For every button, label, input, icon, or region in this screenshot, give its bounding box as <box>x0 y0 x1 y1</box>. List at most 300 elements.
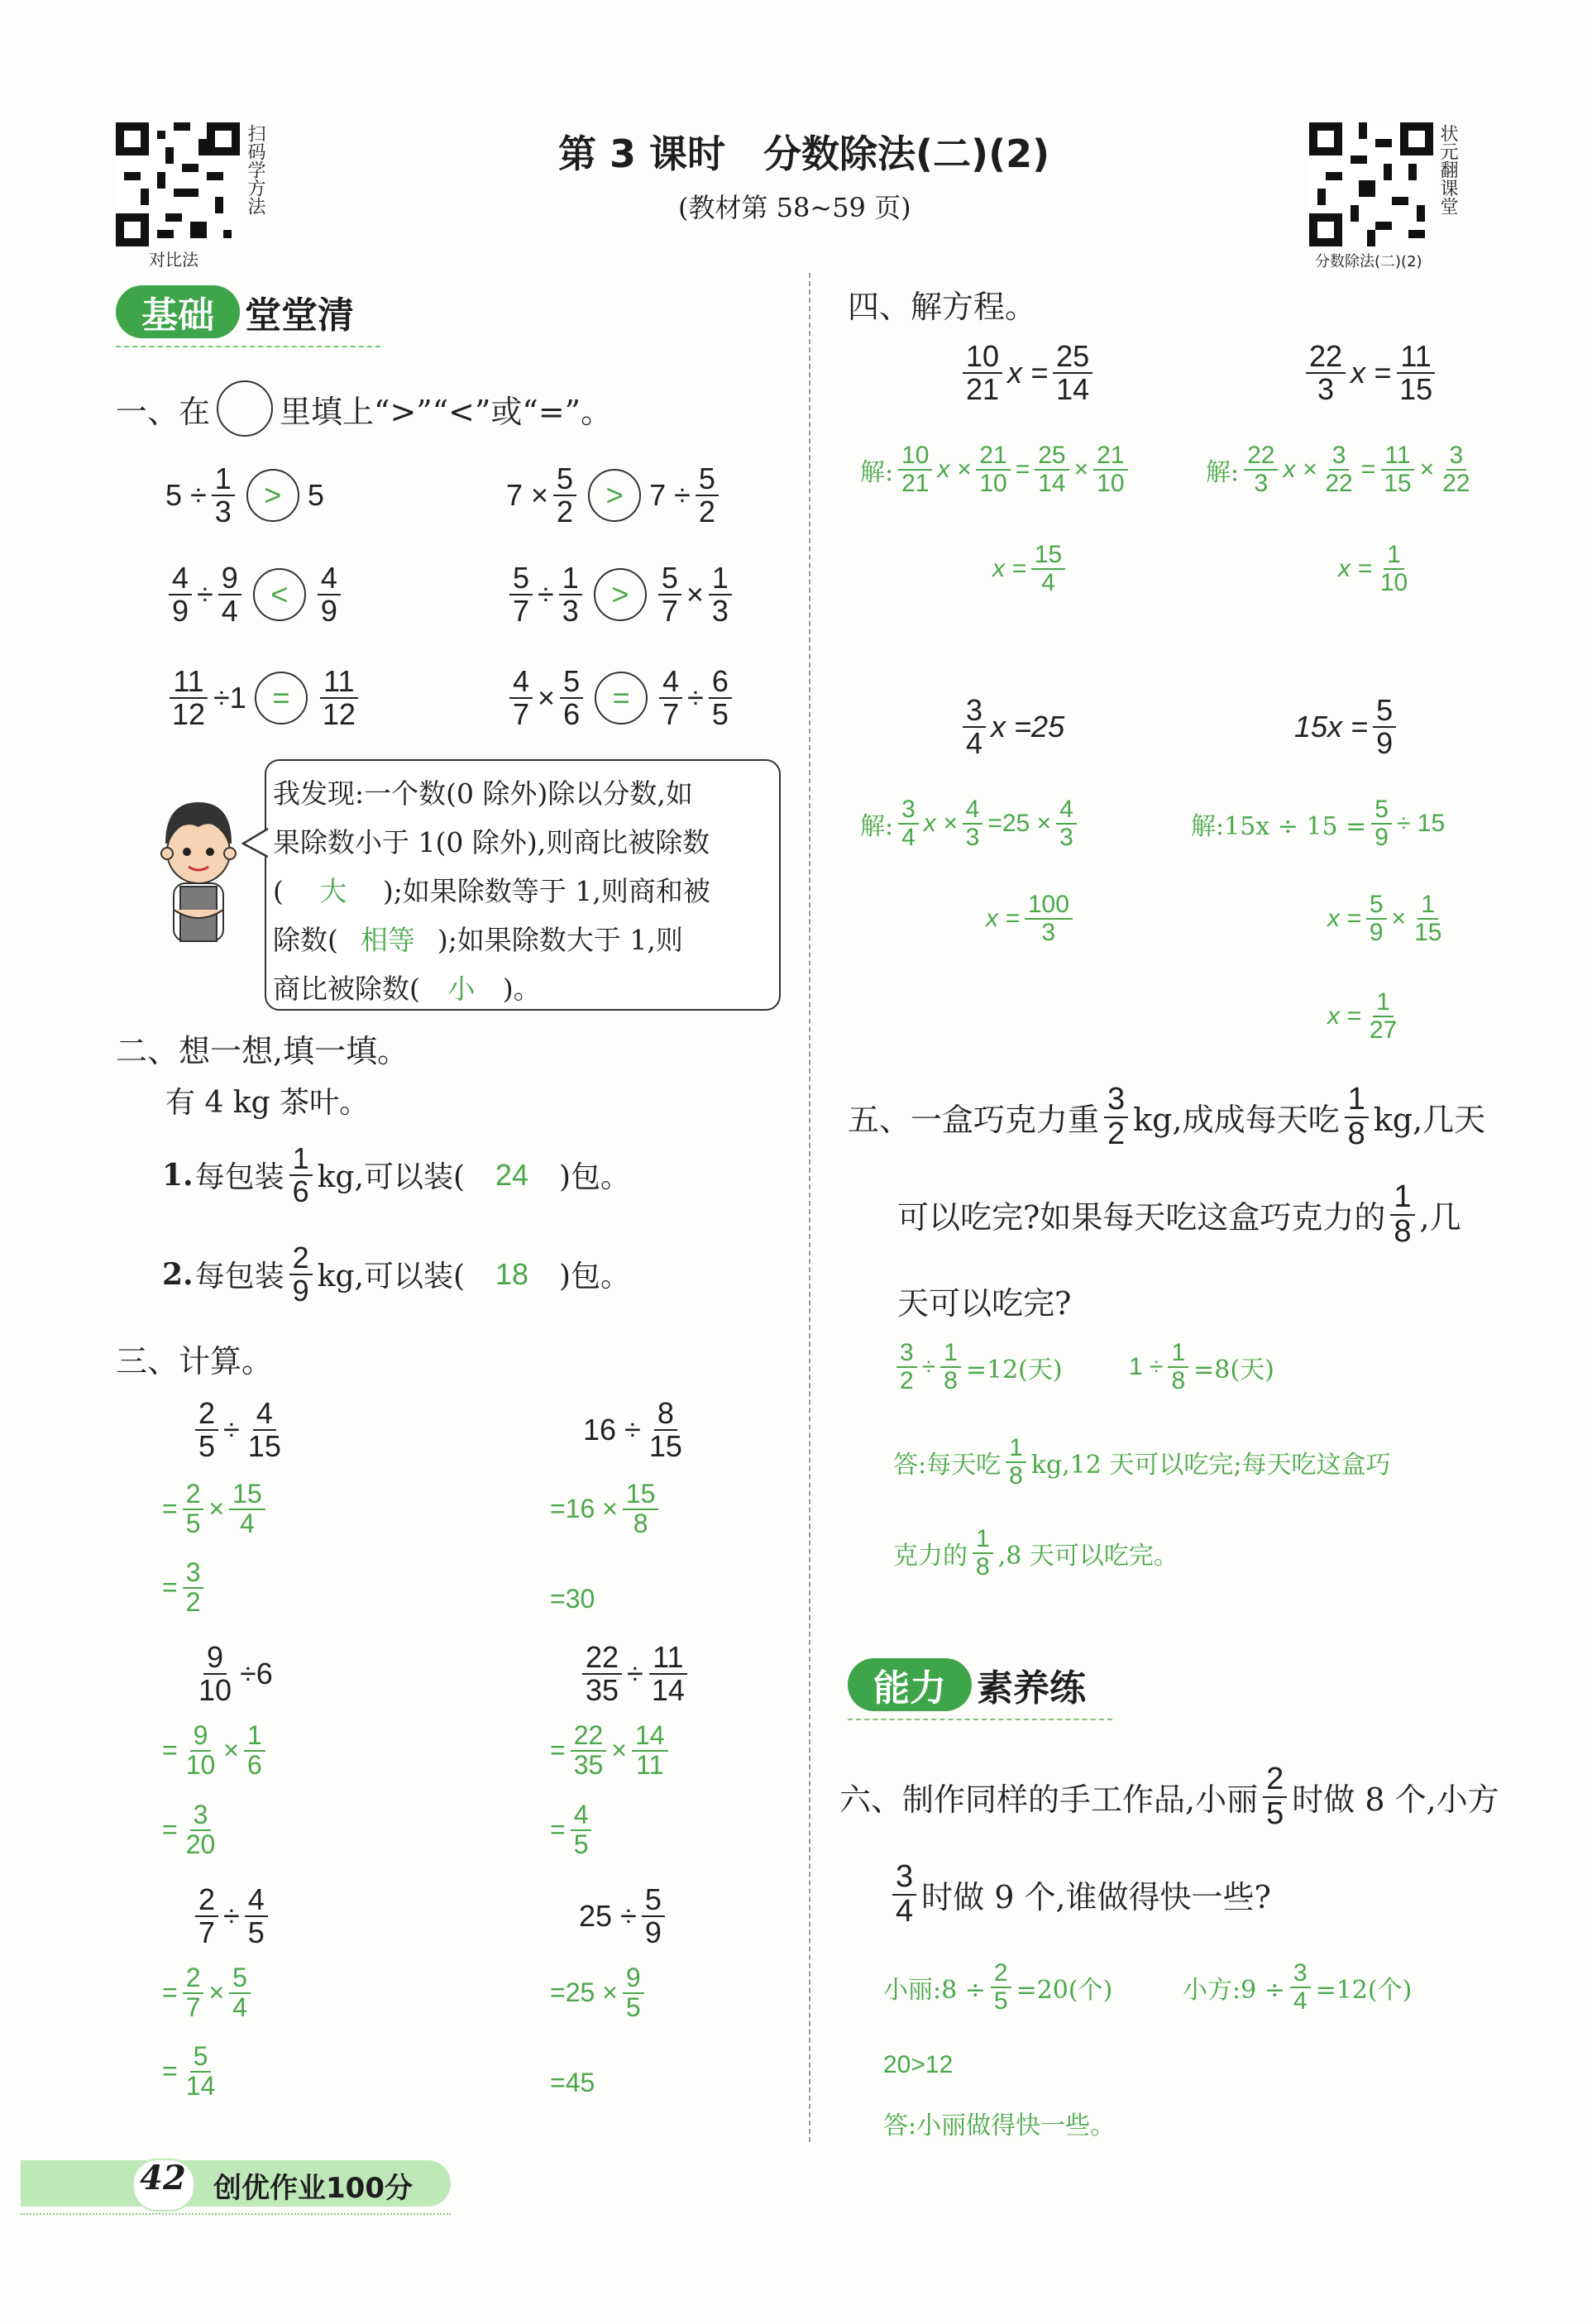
fill-answer[interactable]: 24 <box>495 1157 529 1192</box>
calc-5-problem <box>192 1884 271 1949</box>
denominator: 7 <box>198 1915 216 1949</box>
numerator: 2 <box>183 1480 204 1510</box>
operator: × <box>611 1735 627 1766</box>
expr-text: =16 × <box>550 1494 618 1524</box>
text: ,8 天可以吃完。 <box>997 1541 1178 1571</box>
numerator: 4 <box>169 562 192 595</box>
section-badge-basic <box>116 285 354 338</box>
numerator: 5 <box>696 463 719 496</box>
denominator: 5 <box>625 1992 641 2022</box>
calc-1-step-1 <box>162 1480 269 1537</box>
denominator: 2 <box>185 1586 201 1617</box>
numerator: 5 <box>1366 892 1387 920</box>
equals: = <box>162 1494 178 1524</box>
numerator: 1 <box>1345 1083 1369 1118</box>
numerator: 3 <box>896 1340 917 1368</box>
denominator: 22 <box>1325 469 1353 497</box>
answer-symbol: = <box>612 680 630 715</box>
equals: = <box>162 1735 178 1766</box>
numerator: 3 <box>963 695 986 728</box>
qr-code-right[interactable] <box>1309 122 1433 246</box>
numerator: 1 <box>973 1526 993 1554</box>
denominator: 22 <box>1442 469 1470 497</box>
numerator: 5 <box>642 1884 665 1917</box>
answer-circle[interactable] <box>588 469 641 522</box>
denominator: 12 <box>172 696 206 731</box>
discovery-line-5 <box>273 968 541 1007</box>
numerator: 11 <box>320 666 357 699</box>
denominator: 12 <box>322 696 356 731</box>
numerator: 11 <box>1397 341 1434 374</box>
answer-circle[interactable] <box>255 672 308 724</box>
numerator: 1 <box>1168 1340 1188 1368</box>
calc-6-step-2: =45 <box>550 2068 595 2097</box>
numerator: 4 <box>245 1884 268 1917</box>
numerator: 4 <box>509 666 533 699</box>
operator: ÷ <box>197 576 213 611</box>
operator: × <box>1073 455 1089 483</box>
operator: × <box>208 1494 225 1524</box>
denominator: 10 <box>1097 469 1125 497</box>
expr-text: x = <box>1327 904 1361 932</box>
qr-code-left[interactable] <box>116 122 240 246</box>
numerator: 22 <box>1306 341 1346 374</box>
denominator: 3 <box>214 494 232 528</box>
q2-intro: 有 4 kg 茶叶。 <box>165 1086 370 1120</box>
numerator: 9 <box>190 1722 212 1752</box>
denominator: 7 <box>513 696 530 731</box>
numerator: 8 <box>654 1398 677 1431</box>
denominator: 21 <box>966 371 1000 406</box>
expr-text: x = <box>986 904 1020 932</box>
calc-3-step-2 <box>162 1801 222 1858</box>
equation-3-step-2 <box>986 892 1076 945</box>
denominator: 5 <box>711 696 729 731</box>
numerator: 3 <box>1104 1083 1128 1118</box>
equals: = <box>550 1815 566 1845</box>
equation-1-step-1 <box>860 442 1131 496</box>
calc-3-problem <box>192 1642 273 1706</box>
result: =20(个) <box>1016 1975 1113 2005</box>
denominator: 35 <box>586 1672 619 1707</box>
equation-2 <box>1303 341 1439 405</box>
operator: × <box>1419 455 1435 483</box>
denominator: 15 <box>1399 371 1433 406</box>
denominator: 2 <box>1107 1116 1126 1151</box>
numerator: 14 <box>632 1722 668 1752</box>
numerator: 2 <box>289 1242 313 1275</box>
expr-text: =25 × <box>550 1977 618 2008</box>
text: 商比被除数( <box>273 973 420 1005</box>
equals: = <box>1015 455 1030 483</box>
text: 克力的 <box>893 1541 968 1571</box>
operator: ÷6 <box>240 1656 273 1690</box>
numerator: 22 <box>571 1722 607 1752</box>
numerator: 1 <box>289 1143 313 1176</box>
calc-6-problem <box>579 1884 668 1949</box>
numerator: 1 <box>1390 1181 1414 1216</box>
calc-4-step-2 <box>550 1801 595 1858</box>
numerator: 9 <box>203 1642 227 1675</box>
numerator: 1 <box>709 562 732 595</box>
numerator: 25 <box>1053 341 1092 374</box>
brand-name: 创优作业100分 <box>213 2172 413 2205</box>
discovery-line-1: 我发现:一个数(0 除外)除以分数,如 <box>273 777 693 810</box>
text: 可以吃完?如果每天吃这盒巧克力的 <box>897 1199 1386 1236</box>
equals: = <box>1360 455 1376 483</box>
denominator: 9 <box>644 1915 662 1949</box>
compare-item-3 <box>165 562 344 627</box>
denominator: 27 <box>1369 1016 1398 1044</box>
variable: x =25 <box>991 709 1065 744</box>
page-title: 第 3 课时 分数除法(二)(2) <box>558 132 1050 176</box>
result: =12(天) <box>965 1355 1063 1384</box>
numerator: 5 <box>509 562 533 595</box>
equals: = <box>162 2056 178 2087</box>
numerator: 5 <box>560 666 583 699</box>
discovery-line-2: 果除数小于 1(0 除外),则商比被除数 <box>273 826 710 858</box>
variable: x = <box>1351 355 1392 390</box>
numerator: 2 <box>183 1964 204 1994</box>
denominator: 9 <box>172 593 189 628</box>
calc-2-problem <box>583 1398 689 1462</box>
sub-number: 2. <box>162 1256 194 1292</box>
denominator: 14 <box>651 1672 685 1707</box>
expr-text: x = <box>992 554 1026 582</box>
denominator: 5 <box>247 1915 265 1949</box>
compare-item-4 <box>506 562 735 627</box>
calc-1-problem <box>192 1398 288 1462</box>
compare-item-1 <box>165 463 324 528</box>
qr-left-caption: 对比法 <box>149 250 198 270</box>
denominator: 7 <box>185 1992 201 2022</box>
answer-symbol: > <box>611 576 629 611</box>
footer-dotted-line <box>21 2213 451 2215</box>
numerator: 4 <box>318 562 341 595</box>
denominator: 15 <box>247 1428 281 1463</box>
fill-answer[interactable]: 18 <box>495 1256 529 1291</box>
expr-text: x × <box>937 455 972 483</box>
q5-answer-2 <box>893 1526 1178 1580</box>
text: 答:每天吃 <box>893 1450 1002 1480</box>
answer-circle[interactable] <box>595 672 648 724</box>
numerator: 3 <box>1290 1960 1311 1988</box>
section-badge-ability <box>848 1658 1086 1711</box>
text: 五、一盒巧克力重 <box>848 1102 1100 1139</box>
qr-right-caption: 分数除法(二)(2) <box>1315 253 1422 270</box>
numerator: 2 <box>195 1398 218 1431</box>
numerator: 21 <box>1093 442 1127 471</box>
qr-left-side-text: 扫码学方法 <box>245 124 265 215</box>
calc-3-step-1 <box>162 1722 269 1779</box>
answer-symbol: > <box>605 477 624 512</box>
calc-4-step-1 <box>550 1722 672 1779</box>
numerator: 5 <box>1373 695 1396 728</box>
denominator: 10 <box>979 469 1007 497</box>
compare-item-5 <box>165 666 362 730</box>
numerator: 21 <box>976 442 1010 471</box>
expr-text: x = <box>1338 554 1372 582</box>
numerator: 1 <box>212 463 235 496</box>
denominator: 10 <box>1379 568 1408 596</box>
numerator: 15 <box>623 1480 659 1510</box>
text: )包。 <box>559 1260 631 1294</box>
denominator: 15 <box>648 1428 682 1463</box>
bubble-tail <box>241 827 268 860</box>
solve-label: 解:15x ÷ 15 = <box>1191 811 1367 841</box>
denominator: 3 <box>562 593 579 628</box>
solve-label: 解: <box>860 457 894 487</box>
denominator: 9 <box>1369 918 1384 946</box>
expr-text: 7 ÷ <box>649 477 691 512</box>
denominator: 5 <box>185 1508 201 1538</box>
calc-2-step-1 <box>550 1480 662 1537</box>
calc-1-step-2 <box>162 1559 207 1616</box>
numerator: 4 <box>963 796 983 825</box>
operator: × <box>208 1977 225 2008</box>
denominator: 10 <box>185 1749 216 1780</box>
numerator: 5 <box>1371 796 1392 825</box>
equals: = <box>162 1815 178 1845</box>
numerator: 2 <box>991 1960 1011 1988</box>
equals: = <box>162 1977 178 2008</box>
equation-4-step-2 <box>1327 892 1448 945</box>
answer-circle[interactable] <box>246 469 299 522</box>
denominator: 4 <box>1041 568 1055 596</box>
equation-2-step-2 <box>1338 542 1414 595</box>
discovery-line-3 <box>273 870 710 909</box>
denominator: 11 <box>636 1749 664 1780</box>
operator: ÷ <box>627 1656 643 1690</box>
numerator: 4 <box>253 1398 276 1431</box>
equation-2-step-1 <box>1206 442 1477 496</box>
text: 时做 8 个,小方 <box>1292 1781 1499 1819</box>
operator: × <box>1391 904 1407 932</box>
denominator: 3 <box>1317 371 1335 406</box>
numerator: 15 <box>1031 542 1065 570</box>
text: kg,可以装( <box>317 1160 465 1195</box>
text: )包。 <box>559 1160 631 1195</box>
column-divider <box>809 273 810 2142</box>
denominator: 9 <box>320 593 337 628</box>
expr-text: x × <box>923 809 958 837</box>
section-underline <box>848 1714 1112 1720</box>
q6-solution-1 <box>883 1960 1112 2014</box>
denominator: 2 <box>698 494 715 528</box>
text: 除数( <box>273 924 338 956</box>
denominator: 6 <box>563 696 581 731</box>
q4-title: 四、解方程。 <box>848 289 1037 325</box>
denominator: 14 <box>185 2070 216 2101</box>
answer-circle[interactable] <box>594 568 647 621</box>
operator: ÷ <box>223 1898 240 1933</box>
badge-chars: 能力 <box>848 1658 972 1711</box>
denominator: 5 <box>993 1987 1008 2015</box>
numerator: 2 <box>1263 1763 1287 1798</box>
text: 六、制作同样的手工作品,小丽 <box>839 1781 1259 1819</box>
q5-solution-2 <box>1129 1340 1274 1394</box>
equals: =25 × <box>987 809 1052 837</box>
denominator: 14 <box>1038 469 1066 497</box>
text: kg,12 天可以吃完;每天吃这盒巧 <box>1030 1450 1391 1480</box>
text: 时做 9 个,谁做得快一些? <box>921 1879 1271 1916</box>
denominator: 4 <box>901 823 916 851</box>
numerator: 22 <box>1244 442 1278 471</box>
denominator: 4 <box>232 1992 247 2022</box>
numerator: 11 <box>649 1642 686 1675</box>
text: );如果除数大于 1,则 <box>437 924 683 956</box>
text: kg,成成每天吃 <box>1133 1102 1340 1139</box>
expr-text: x × <box>1283 455 1317 483</box>
q6-answer: 答:小丽做得快一些。 <box>883 2111 1116 2140</box>
answer-circle[interactable] <box>253 568 306 621</box>
equals: = <box>550 1735 566 1766</box>
numerator: 2 <box>195 1884 218 1917</box>
denominator: 21 <box>901 469 930 497</box>
numerator: 1 <box>1384 542 1404 570</box>
sub-number: 1. <box>162 1157 194 1193</box>
numerator: 5 <box>229 1964 251 1994</box>
calc-5-step-1 <box>162 1964 254 2021</box>
denominator: 3 <box>965 823 980 851</box>
boy-illustration <box>149 794 248 959</box>
answer-symbol: = <box>272 680 290 715</box>
q1-prompt-b: 里填上“>”“<”或“=”。 <box>280 393 613 430</box>
q6-line-2 <box>889 1861 1271 1929</box>
fill-answer-1[interactable]: 大 <box>319 876 347 906</box>
q2-sub-2 <box>162 1242 630 1307</box>
denominator: 9 <box>1376 725 1394 760</box>
text: )。 <box>502 973 541 1005</box>
numerator: 5 <box>190 2043 212 2073</box>
numerator: 5 <box>553 463 576 496</box>
denominator: 5 <box>1266 1796 1284 1831</box>
denominator: 20 <box>185 1829 216 1859</box>
result: =8(天) <box>1193 1355 1274 1384</box>
solve-label: 解: <box>860 811 894 841</box>
numerator: 3 <box>190 1801 212 1831</box>
denominator: 4 <box>221 593 238 628</box>
q5-line-2 <box>897 1181 1461 1249</box>
q1-prompt <box>116 380 612 437</box>
denominator: 8 <box>1347 1116 1365 1151</box>
numerator: 9 <box>218 562 241 595</box>
denominator: 2 <box>900 1366 914 1394</box>
result: =12(个) <box>1315 1975 1413 2005</box>
numerator: 9 <box>623 1964 644 1994</box>
expr-text: x = <box>1327 1002 1361 1030</box>
text: 每包装 <box>194 1260 284 1294</box>
compare-item-6 <box>506 666 735 730</box>
solve-label: 解: <box>1206 457 1240 487</box>
denominator: 14 <box>1056 371 1090 406</box>
expr-text: 5 ÷ <box>165 477 207 512</box>
badge-rest: 素养练 <box>977 1667 1086 1710</box>
compare-item-2 <box>506 463 722 528</box>
numerator: 4 <box>1056 796 1077 825</box>
denominator: 10 <box>198 1672 232 1707</box>
numerator: 10 <box>898 442 932 471</box>
numerator: 100 <box>1025 892 1073 920</box>
badge-rest: 堂堂清 <box>245 294 354 337</box>
numerator: 3 <box>1446 442 1467 471</box>
equation-3-step-1 <box>860 796 1080 850</box>
answer-symbol: < <box>270 576 289 611</box>
q5-line-3: 天可以吃完? <box>897 1285 1072 1322</box>
numerator: 6 <box>709 666 732 699</box>
calc-6-step-1 <box>550 1964 648 2021</box>
q5-line-1 <box>848 1083 1485 1151</box>
operator: ÷1 <box>213 680 246 715</box>
calc-2-step-2: =30 <box>550 1584 595 1614</box>
operator: × <box>538 680 556 715</box>
numerator: 3 <box>183 1559 204 1589</box>
numerator: 4 <box>659 666 682 699</box>
expr-text: 1 ÷ <box>1129 1352 1164 1380</box>
numerator: 11 <box>1381 442 1413 471</box>
textbook-reference: (教材第 58~59 页) <box>678 192 911 223</box>
numerator: 1 <box>940 1340 961 1368</box>
text: ( <box>273 875 284 907</box>
denominator: 4 <box>1293 1987 1308 2015</box>
text: ,几 <box>1419 1199 1461 1236</box>
equation-4 <box>1294 695 1399 759</box>
q1-prompt-a: 一、在 <box>116 393 211 430</box>
denominator: 15 <box>1414 918 1442 946</box>
numerator: 5 <box>658 562 681 595</box>
text: 小方:9 ÷ <box>1183 1975 1285 2005</box>
text: 每包装 <box>194 1160 284 1195</box>
numerator: 4 <box>571 1801 592 1831</box>
operator: ÷ <box>687 680 704 715</box>
denominator: 3 <box>711 593 729 628</box>
equation-1 <box>959 341 1096 405</box>
denominator: 4 <box>966 725 983 760</box>
variable: x = <box>1007 355 1049 390</box>
equation-4-step-3 <box>1327 989 1403 1043</box>
equation-1-step-2 <box>992 542 1069 595</box>
equals: = <box>162 1572 178 1603</box>
numerator: 10 <box>963 341 1002 374</box>
denominator: 4 <box>896 1893 914 1929</box>
text: 小丽:8 ÷ <box>883 1975 986 2005</box>
calc-4-problem <box>579 1642 691 1706</box>
denominator: 8 <box>1394 1213 1412 1249</box>
numerator: 22 <box>582 1642 622 1675</box>
numerator: 1 <box>1006 1435 1026 1463</box>
section-underline <box>116 341 380 347</box>
numerator: 3 <box>1329 442 1350 471</box>
fill-answer-3[interactable]: 小 <box>447 973 476 1004</box>
operator: ÷ <box>538 576 554 611</box>
numerator: 25 <box>1035 442 1069 471</box>
denominator: 15 <box>1384 469 1412 497</box>
denominator: 5 <box>573 1829 589 1859</box>
text: kg,几天 <box>1373 1102 1486 1139</box>
q6-comparison: 20>12 <box>883 2051 954 2078</box>
numerator: 1 <box>244 1722 265 1752</box>
denominator: 9 <box>292 1273 309 1308</box>
denominator: 2 <box>557 494 574 528</box>
q2-title: 二、想一想,填一填。 <box>116 1033 409 1069</box>
fill-answer-2[interactable]: 相等 <box>360 925 415 955</box>
numerator: 1 <box>559 562 582 595</box>
operator: ÷ 15 <box>1396 809 1446 837</box>
expr-text: 25 ÷ <box>579 1898 637 1933</box>
denominator: 6 <box>292 1174 309 1208</box>
q6-line-1 <box>839 1763 1499 1831</box>
calc-5-step-2 <box>162 2043 222 2100</box>
